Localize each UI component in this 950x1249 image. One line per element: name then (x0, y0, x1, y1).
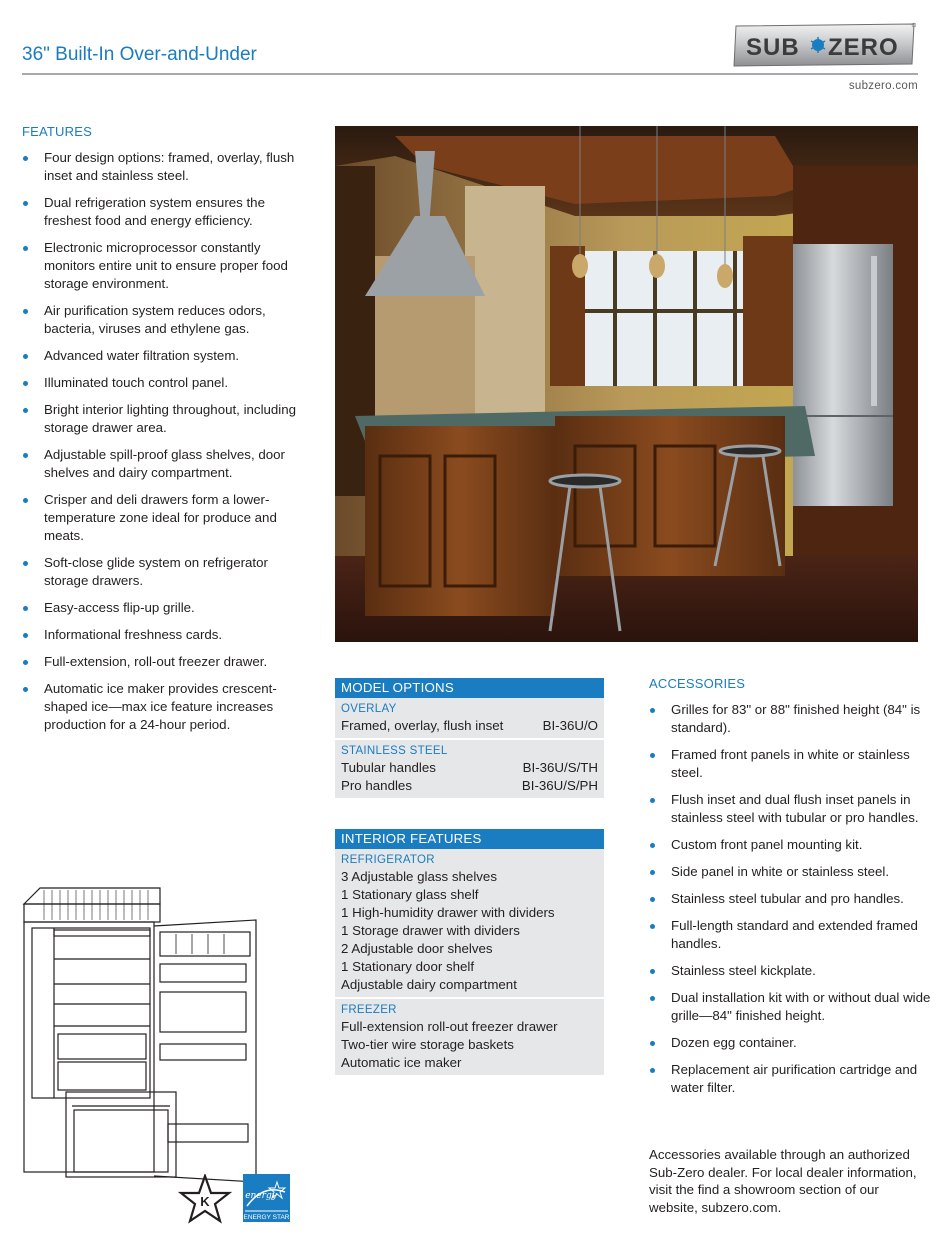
energy-script: energy (245, 1191, 277, 1201)
list-item: Two-tier wire storage baskets (341, 1037, 514, 1052)
accessories-list (649, 701, 935, 1106)
freezer-label: FREEZER (341, 1004, 397, 1016)
overlay-label: OVERLAY (341, 703, 397, 715)
freezer-group (335, 999, 604, 1075)
stainless-group (335, 740, 604, 798)
list-item: Advanced water filtration system. (22, 347, 308, 365)
logo-text-left: SUB (746, 34, 800, 61)
list-item: Bright interior lighting throughout, including storage drawer area. (22, 401, 308, 437)
list-item: Full-extension roll-out freezer drawer (341, 1019, 558, 1034)
list-item: Electronic microprocessor constantly monitors entire unit to ensure proper food storage environment. (22, 239, 308, 293)
list-item: Dozen egg container. (649, 1034, 935, 1052)
accessories-note: Accessories available through an authorized Sub-Zero dealer. For local dealer information, visit the find a showroom section of our website, subzero.com. (649, 1147, 917, 1215)
refrigerator-label: REFRIGERATOR (341, 854, 435, 866)
list-item: 2 Adjustable door shelves (341, 941, 493, 956)
table-row (341, 759, 598, 777)
sub-zero-logo (732, 22, 918, 68)
list-item: Dual installation kit with or without dual wide grille—84" finished height. (649, 989, 935, 1025)
model-options-table (335, 678, 604, 798)
option-name: Tubular handles (341, 760, 436, 775)
list-item: Air purification system reduces odors, bacteria, viruses and ethylene gas. (22, 302, 308, 338)
list-item: Crisper and deli drawers form a lower-temperature zone ideal for produce and meats. (22, 491, 308, 545)
list-item: Adjustable spill-proof glass shelves, door shelves and dairy compartment. (22, 446, 308, 482)
kitchen-photo (335, 126, 918, 642)
list-item: 3 Adjustable glass shelves (341, 869, 497, 884)
logo-text-right: ZERO (828, 34, 899, 61)
list-item: Full-extension, roll-out freezer drawer. (22, 653, 308, 671)
option-model: BI-36U/S/TH (522, 760, 598, 775)
list-item: 1 Stationary glass shelf (341, 887, 479, 902)
list-item: 1 Storage drawer with dividers (341, 923, 520, 938)
refrigerator-illustration (20, 884, 266, 1184)
kosher-star-icon (178, 1174, 232, 1224)
list-item: Easy-access flip-up grille. (22, 599, 308, 617)
energy-star-icon (243, 1174, 290, 1222)
features-list (22, 149, 308, 743)
model-options-heading: MODEL OPTIONS (335, 678, 604, 698)
stainless-label: STAINLESS STEEL (341, 745, 448, 757)
list-item: Illuminated touch control panel. (22, 374, 308, 392)
list-item: Informational freshness cards. (22, 626, 308, 644)
list-item: Side panel in white or stainless steel. (649, 863, 935, 881)
interior-features-heading: INTERIOR FEATURES (335, 829, 604, 849)
option-name: Pro handles (341, 778, 412, 793)
page-title: 36" Built-In Over-and-Under (22, 44, 257, 65)
list-item: Stainless steel kickplate. (649, 962, 935, 980)
table-row (341, 717, 598, 735)
refrigerator-group (335, 849, 604, 999)
list-item: Flush inset and dual flush inset panels in stainless steel with tubular or pro handles. (649, 791, 935, 827)
list-item: Adjustable dairy compartment (341, 977, 517, 992)
list-item: Framed front panels in white or stainless steel. (649, 746, 935, 782)
list-item: 1 High-humidity drawer with dividers (341, 905, 555, 920)
overlay-group (335, 698, 604, 740)
list-item: Automatic ice maker provides crescent-shaped ice—max ice feature increases production for a 24-hour period. (22, 680, 308, 734)
features-heading: FEATURES (22, 124, 92, 139)
energy-star-label: ENERGY STAR (243, 1214, 290, 1221)
list-item: Replacement air purification cartridge and water filter. (649, 1061, 935, 1097)
table-row (341, 777, 598, 795)
interior-features-table (335, 829, 604, 1075)
list-item: Dual refrigeration system ensures the freshest food and energy efficiency. (22, 194, 308, 230)
header-rule (22, 73, 918, 75)
list-item: Automatic ice maker (341, 1055, 462, 1070)
list-item: 1 Stationary door shelf (341, 959, 475, 974)
option-name: Framed, overlay, flush inset (341, 718, 504, 733)
website-url: subzero.com (848, 80, 918, 92)
list-item: Four design options: framed, overlay, flush inset and stainless steel. (22, 149, 308, 185)
list-item: Grilles for 83" or 88" finished height (84" is standard). (649, 701, 935, 737)
list-item: Custom front panel mounting kit. (649, 836, 935, 854)
accessories-heading: ACCESSORIES (649, 676, 746, 691)
kosher-letter: K (200, 1194, 210, 1209)
option-model: BI-36U/S/PH (521, 778, 598, 793)
option-model: BI-36U/O (542, 718, 598, 733)
list-item: Full-length standard and extended framed handles. (649, 917, 935, 953)
list-item: Soft-close glide system on refrigerator storage drawers. (22, 554, 308, 590)
list-item: Stainless steel tubular and pro handles. (649, 890, 935, 908)
